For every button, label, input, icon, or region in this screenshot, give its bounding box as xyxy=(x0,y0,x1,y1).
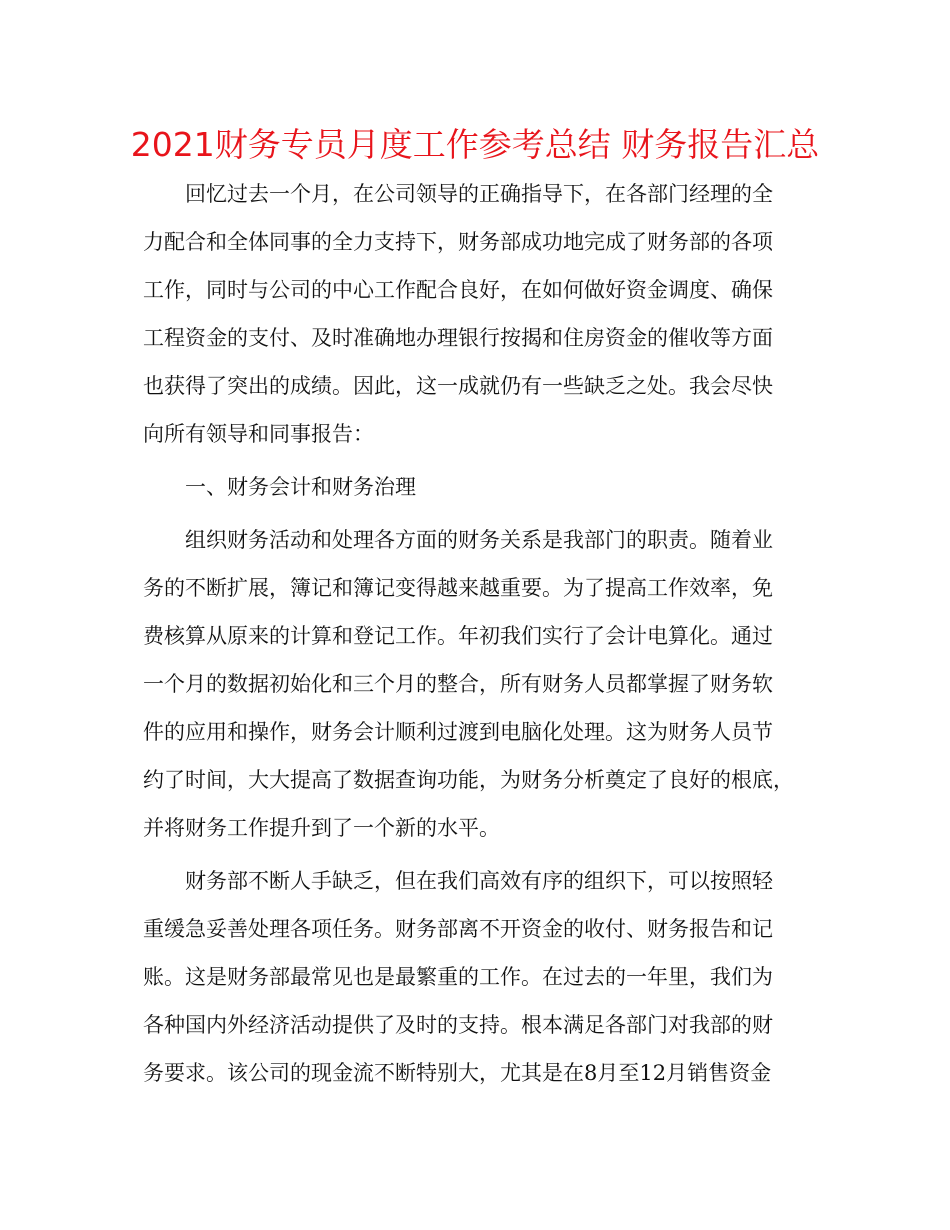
paragraph-line: 重缓急妥善处理各项任务。财务部离不开资金的收付、财务报告和记 xyxy=(143,917,773,941)
paragraph-line: 向所有领导和同事报告： xyxy=(143,422,374,446)
paragraph-line: 账。这是财务部最常见也是最繁重的工作。在过去的一年里，我们为 xyxy=(143,965,773,989)
paragraph-line: 费核算从原来的计算和登记工作。年初我们实行了会计电算化。通过 xyxy=(143,624,773,648)
section-heading xyxy=(143,463,810,511)
paragraph-line: 一个月的数据初始化和三个月的整合，所有财务人员都掌握了财务软 xyxy=(143,672,773,696)
paragraph-line: 件的应用和操作，财务会计顺利过渡到电脑化处理。这为财务人员节 xyxy=(143,720,773,744)
paragraph-line: 各种国内外经济活动提供了及时的支持。根本满足各部门对我部的财 xyxy=(143,1013,773,1037)
paragraph-line: 工程资金的支付、及时准确地办理银行按揭和住房资金的催收等方面 xyxy=(143,326,773,350)
paragraph-line: 约了时间，大大提高了数据查询功能，为财务分析奠定了良好的根底， xyxy=(143,768,794,792)
document-body xyxy=(143,170,810,1102)
section-heading-line: 一、财务会计和财务治理 xyxy=(185,475,416,499)
document-title: 2021财务专员月度工作参考总结 财务报告汇总 xyxy=(130,125,820,164)
paragraph-line: 力配合和全体同事的全力支持下，财务部成功地完成了财务部的各项 xyxy=(143,230,773,254)
paragraph-line: 也获得了突出的成绩。因此，这一成就仍有一些缺乏之处。我会尽快 xyxy=(143,374,773,398)
paragraph-line: 回忆过去一个月，在公司领导的正确指导下，在各部门经理的全 xyxy=(185,182,773,206)
paragraph-line: 务要求。该公司的现金流不断特别大，尤其是在8月至12月销售资金 xyxy=(143,1061,772,1085)
paragraph-intro xyxy=(143,170,810,458)
paragraph-line: 组织财务活动和处理各方面的财务关系是我部门的职责。随着业 xyxy=(185,528,773,552)
paragraph-line: 工作，同时与公司的中心工作配合良好，在如何做好资金调度、确保 xyxy=(143,278,773,302)
paragraph-staffing xyxy=(143,857,810,1097)
paragraph-accounting xyxy=(143,516,810,852)
paragraph-line: 务的不断扩展，簿记和簿记变得越来越重要。为了提高工作效率，免 xyxy=(143,576,773,600)
paragraph-line: 财务部不断人手缺乏，但在我们高效有序的组织下，可以按照轻 xyxy=(185,869,773,893)
paragraph-line: 并将财务工作提升到了一个新的水平。 xyxy=(143,816,500,840)
